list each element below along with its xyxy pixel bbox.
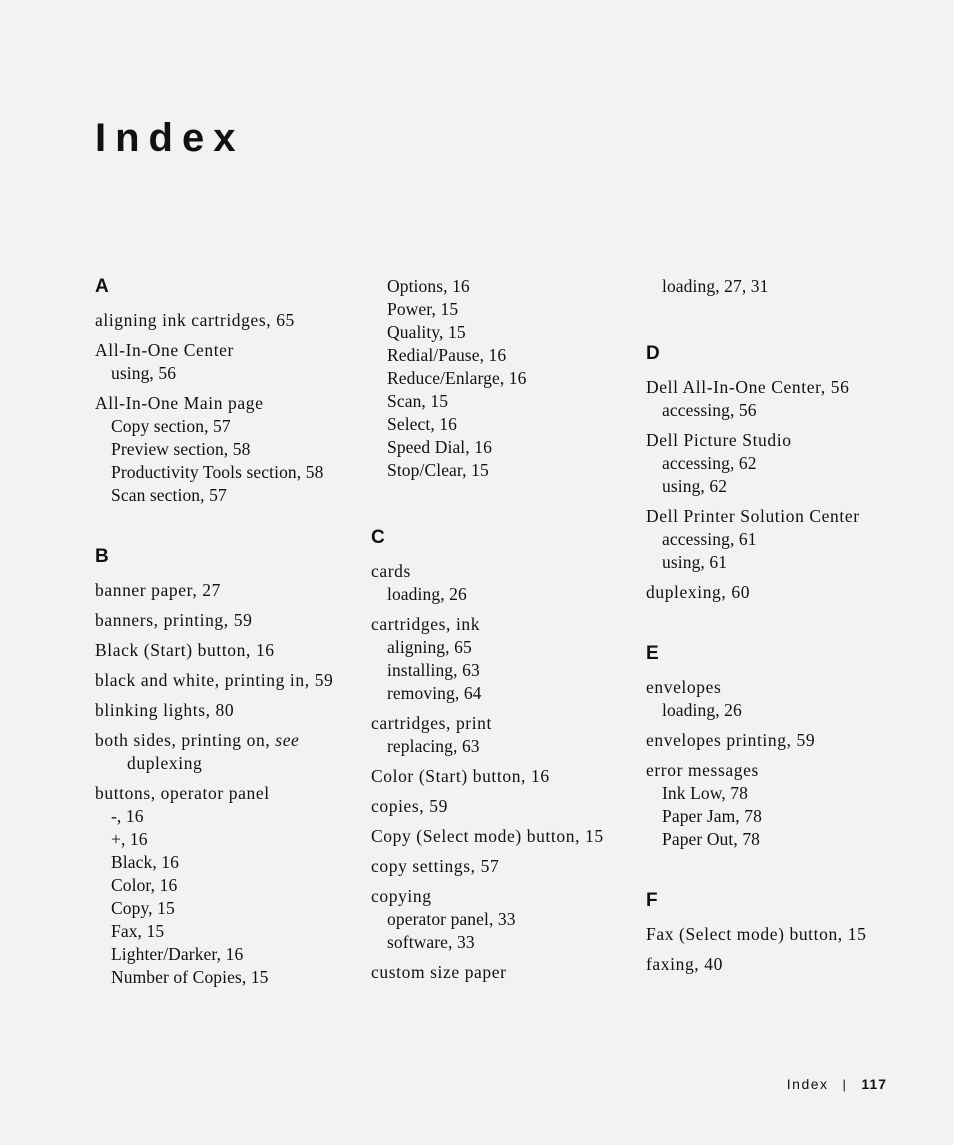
index-entry (95, 729, 365, 775)
index-section (646, 342, 916, 604)
entry-subterm: Copy, 15 (111, 898, 175, 918)
index-section (95, 545, 365, 989)
entry-subterm: Preview section, 58 (111, 439, 251, 459)
index-entry (646, 505, 916, 574)
index-entry (95, 309, 365, 332)
section-letter: F (646, 890, 658, 911)
section-letter: E (646, 643, 659, 664)
entry-term: cards (371, 561, 411, 581)
index-section (371, 526, 641, 984)
entry-subterm: Speed Dial, 16 (387, 437, 492, 457)
footer-separator: | (842, 1077, 848, 1092)
entry-subterm: Fax, 15 (111, 921, 165, 941)
index-entry (95, 639, 365, 662)
entry-term: buttons, operator panel (95, 783, 270, 803)
entry-subterm: removing, 64 (387, 683, 482, 703)
entry-term: black and white, printing in, 59 (95, 670, 334, 690)
index-entry (371, 765, 641, 788)
index-entry (95, 392, 365, 507)
entry-term-text: both sides, printing on, (95, 730, 276, 750)
section-letter: A (95, 276, 109, 297)
entry-subterm: Lighter/Darker, 16 (111, 944, 244, 964)
index-entry (646, 376, 916, 422)
entry-subterm: Redial/Pause, 16 (387, 345, 507, 365)
entry-subterm: using, 62 (662, 476, 728, 496)
entry-term: banner paper, 27 (95, 580, 221, 600)
see-reference-target: duplexing (127, 753, 203, 773)
entry-term: envelopes printing, 59 (646, 730, 816, 750)
section-letter: B (95, 546, 109, 567)
index-entry (95, 579, 365, 602)
index-entry (646, 953, 916, 976)
entry-term: banners, printing, 59 (95, 610, 253, 630)
entry-subterm: Select, 16 (387, 414, 458, 434)
entry-subterm: Color, 16 (111, 875, 178, 895)
entry-subterm: loading, 26 (662, 700, 742, 720)
index-entry (371, 613, 641, 705)
entry-subterm: Paper Out, 78 (662, 829, 761, 849)
entry-term: Black (Start) button, 16 (95, 640, 275, 660)
see-reference-label: see (275, 730, 300, 750)
entry-subterm: software, 33 (387, 932, 475, 952)
footer-section-label: Index (786, 1076, 829, 1092)
section-letter: C (371, 527, 385, 548)
entry-subterm: Reduce/Enlarge, 16 (387, 368, 527, 388)
entry-subterm: accessing, 61 (662, 529, 757, 549)
index-section (646, 889, 916, 976)
entry-term: Dell Picture Studio (646, 430, 792, 450)
entry-subterm: loading, 26 (387, 584, 467, 604)
entry-term: Fax (Select mode) button, 15 (646, 924, 867, 944)
index-entry (95, 339, 365, 385)
entry-subterm: using, 61 (662, 552, 728, 572)
index-entry (95, 669, 365, 692)
entry-term: envelopes (646, 677, 722, 697)
index-column-1 (95, 275, 365, 1027)
entry-term: custom size paper (371, 962, 507, 982)
entry-subterm: replacing, 63 (387, 736, 480, 756)
index-entry (646, 275, 916, 298)
entry-subterm: Stop/Clear, 15 (387, 460, 489, 480)
index-entry (95, 699, 365, 722)
page-title: Index (95, 116, 245, 160)
entry-term: cartridges, ink (371, 614, 481, 634)
entry-subterm: loading, 27, 31 (662, 276, 769, 296)
entry-term: copying (371, 886, 432, 906)
index-entry (371, 885, 641, 954)
index-entry (371, 560, 641, 606)
entry-subterm: Ink Low, 78 (662, 783, 748, 803)
index-column-3 (646, 275, 916, 1014)
entry-subterm: accessing, 56 (662, 400, 757, 420)
entry-term: duplexing, 60 (646, 582, 751, 602)
entry-term: Dell Printer Solution Center (646, 506, 860, 526)
section-letter: D (646, 343, 660, 364)
index-entry (371, 795, 641, 818)
index-entry (646, 676, 916, 722)
entry-subterm: Quality, 15 (387, 322, 466, 342)
index-entry (371, 961, 641, 984)
index-entry (95, 782, 365, 989)
index-continuation (371, 275, 641, 482)
index-entry (646, 429, 916, 498)
index-entry (371, 275, 641, 482)
entry-term: aligning ink cartridges, 65 (95, 310, 295, 330)
page-footer (787, 1076, 887, 1092)
entry-subterm: Number of Copies, 15 (111, 967, 269, 987)
entry-subterm: Scan section, 57 (111, 485, 227, 505)
index-column-2 (371, 275, 641, 1022)
entry-subterm: Options, 16 (387, 276, 470, 296)
index-entry (646, 759, 916, 851)
entry-term: error messages (646, 760, 759, 780)
entry-term: copy settings, 57 (371, 856, 500, 876)
index-entry (646, 729, 916, 752)
index-entry (95, 609, 365, 632)
entry-term: All-In-One Center (95, 340, 234, 360)
entry-subterm: Copy section, 57 (111, 416, 231, 436)
index-entry (646, 581, 916, 604)
index-entry (371, 855, 641, 878)
entry-subterm: using, 56 (111, 363, 177, 383)
entry-term: cartridges, print (371, 713, 492, 733)
index-entry (371, 712, 641, 758)
entry-subterm: Black, 16 (111, 852, 179, 872)
entry-subterm: installing, 63 (387, 660, 480, 680)
index-entry (371, 825, 641, 848)
index-section (646, 642, 916, 851)
index-entry (646, 923, 916, 946)
entry-term: All-In-One Main page (95, 393, 264, 413)
entry-subterm: Productivity Tools section, 58 (111, 462, 324, 482)
entry-subterm: aligning, 65 (387, 637, 472, 657)
entry-subterm: -, 16 (111, 806, 144, 826)
entry-term: Color (Start) button, 16 (371, 766, 550, 786)
entry-subterm: operator panel, 33 (387, 909, 516, 929)
entry-subterm: accessing, 62 (662, 453, 757, 473)
page-number: 117 (861, 1076, 887, 1092)
entry-term (95, 729, 365, 775)
entry-term: faxing, 40 (646, 954, 723, 974)
entry-subterm: Power, 15 (387, 299, 459, 319)
index-continuation (646, 275, 916, 298)
entry-term: copies, 59 (371, 796, 448, 816)
index-section (95, 275, 365, 507)
entry-subterm: +, 16 (111, 829, 148, 849)
entry-subterm: Scan, 15 (387, 391, 449, 411)
entry-term: blinking lights, 80 (95, 700, 235, 720)
entry-term: Copy (Select mode) button, 15 (371, 826, 604, 846)
entry-subterm: Paper Jam, 78 (662, 806, 762, 826)
entry-term: Dell All-In-One Center, 56 (646, 377, 850, 397)
